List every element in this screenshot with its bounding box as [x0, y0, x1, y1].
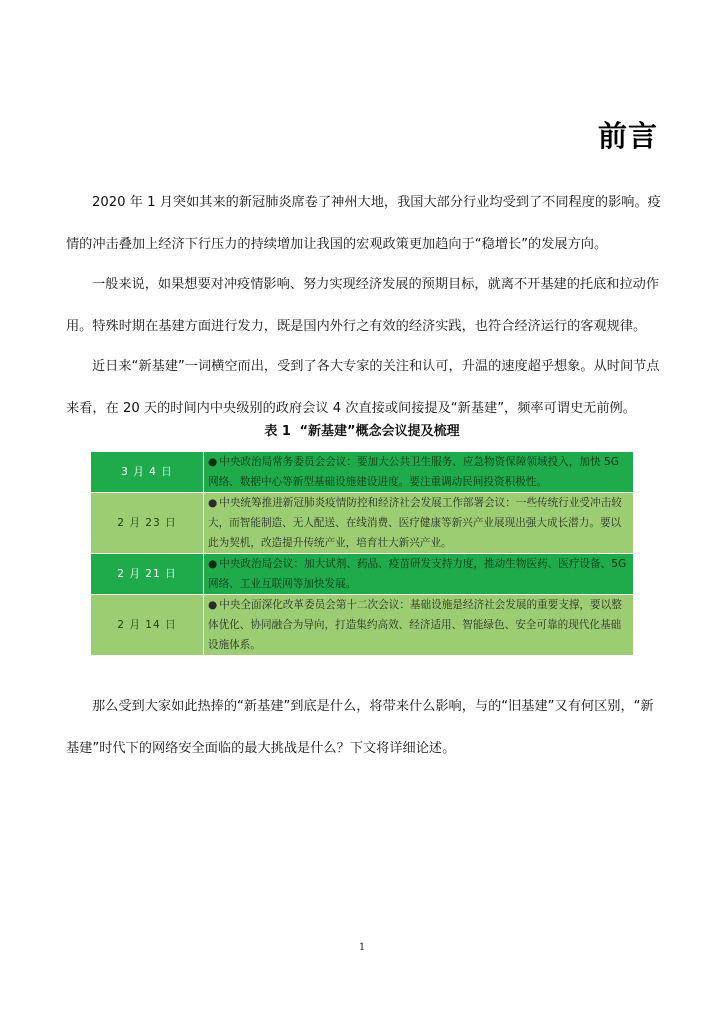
- meeting-content-text: 中央全面深化改革委员会第十二次会议：基础设施是经济社会发展的重要支撑，要以整体优化、协同融合为导向，打造集约高效、经济适用、智能绿色、安全可靠的现代化基础设施体系。: [208, 599, 622, 651]
- paragraph-intro: 2020 年 1 月突如其来的新冠肺炎席卷了神州大地，我国大部分行业均受到了不同程度的影响。疫情的冲击叠加上经济下行压力的持续增加让我国的宏观政策更加趋向于“稳增长”的发展方向。: [66, 195, 661, 252]
- table-row: [91, 452, 634, 493]
- bullet-icon: ●: [208, 558, 218, 570]
- meeting-date: 3 月 4 日: [91, 452, 204, 493]
- bullet-icon: ●: [208, 497, 218, 509]
- paragraph-new-infrastructure: 近日来“新基建”一词横空而出，受到了各大专家的关注和认可，升温的速度超乎想象。从时间节点来看，在 20 天的时间内中央级别的政府会议 4 次直接或间接提及“新基建”，频率可谓史无前例。: [66, 359, 660, 416]
- meeting-content: [204, 452, 634, 493]
- table-row: [91, 493, 634, 554]
- meeting-content-text: 中央统筹推进新冠肺炎疫情防控和经济社会发展工作部署会议：一些传统行业受冲击较大，而智能制造、无人配送、在线消费、医疗健康等新兴产业展现出强大成长潜力。要以此为契机，改造提升传统产业，培育壮大新兴产业。: [208, 497, 622, 549]
- page-number: 1: [358, 942, 366, 953]
- meeting-date: 2 月 14 日: [91, 595, 204, 656]
- table-row: [91, 595, 634, 656]
- meeting-content: [204, 595, 634, 656]
- meeting-date: 2 月 23 日: [91, 493, 204, 554]
- meeting-content: [204, 554, 634, 595]
- meeting-content: [204, 493, 634, 554]
- meeting-content-text: 中央政治局常务委员会会议：要加大公共卫生服务、应急物资保障领域投入，加快 5G 网络、数据中心等新型基础设施建设进度。要注重调动民间投资积极性。: [208, 456, 619, 488]
- bullet-icon: ●: [208, 599, 218, 611]
- table-caption: [0, 422, 724, 442]
- table-caption-text: “新基建”概念会议提及梳理: [299, 424, 460, 439]
- table-row: [91, 554, 634, 595]
- meeting-content-text: 中央政治局会议：加大试剂、药品、疫苗研发支持力度，推动生物医药、医疗设备、5G 网络、工业互联网等加快发展。: [208, 558, 627, 590]
- meetings-table: [90, 451, 634, 656]
- meeting-date: 2 月 21 日: [91, 554, 204, 595]
- paragraph-infrastructure-role: 一般来说，如果想要对冲疫情影响、努力实现经济发展的预期目标，就离不开基建的托底和拉动作用。特殊时期在基建方面进行发力，既是国内外行之有效的经济实践，也符合经济运行的客观规律。: [66, 277, 660, 334]
- bullet-icon: ●: [208, 456, 218, 468]
- page-title: 前言: [597, 119, 658, 153]
- table-caption-number: 表 1: [264, 424, 291, 439]
- paragraph-conclusion: 那么受到大家如此热捧的“新基建”到底是什么，将带来什么影响，与的“旧基建”又有何区别，“新基建”时代下的网络安全面临的最大挑战是什么？下文将详细论述。: [66, 699, 654, 756]
